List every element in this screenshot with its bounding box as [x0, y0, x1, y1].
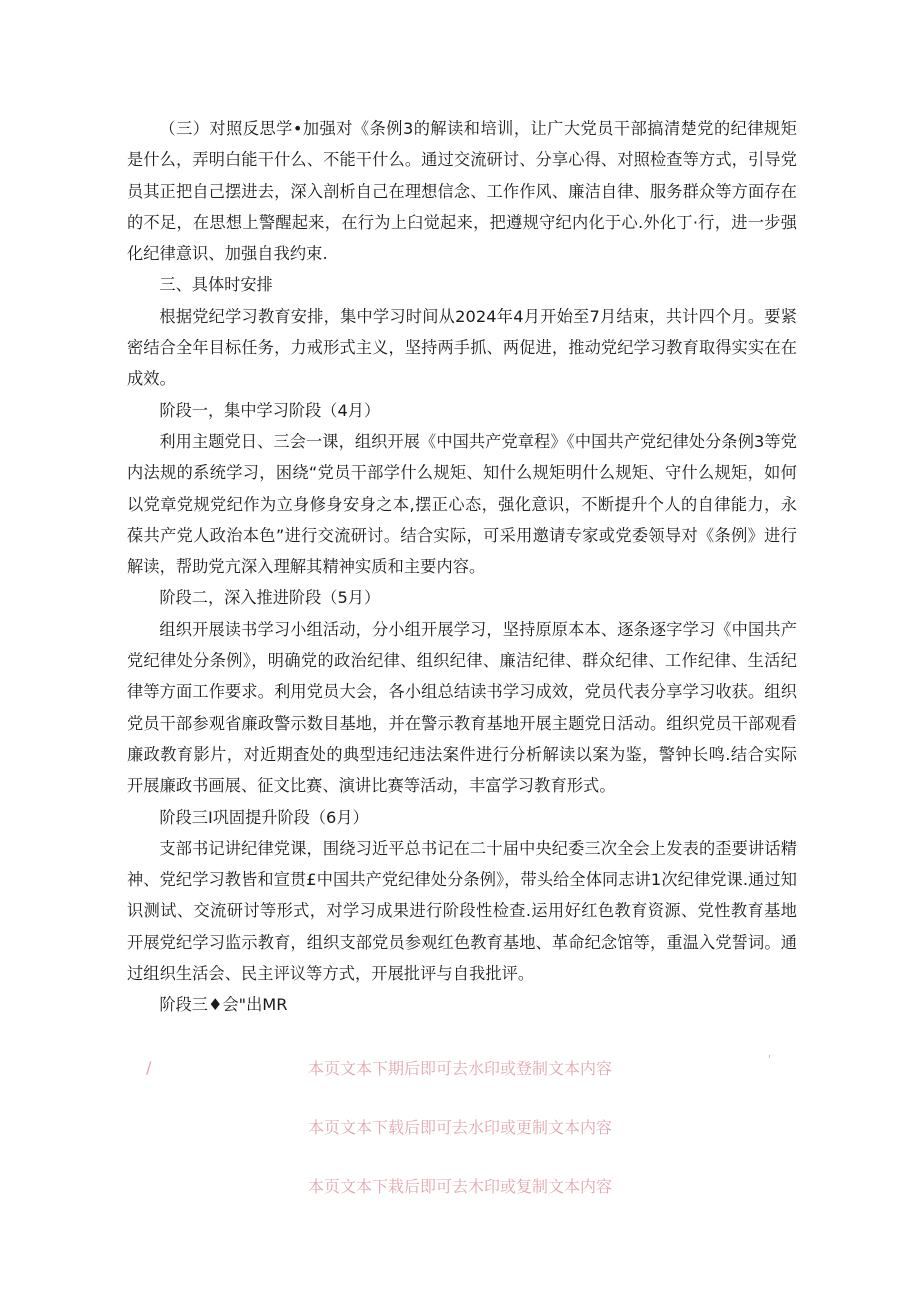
watermark-left-mark: / — [146, 1058, 152, 1077]
heading-stage-1: 阶段一，集中学习阶段（4月） — [159, 400, 381, 420]
paragraph-schedule-intro: 根据党纪学习教育安排，集中学习时间从2024年4月开始至7月结束，共计四个月。要紧密结合全年目标任务，力戒形式主义，坚持两手抓、两促进，推动党纪学习教育取得实实在在成效。 — [127, 306, 797, 389]
paragraph-section-3-reflect: （三）对照反思学•加强对《条例3的解读和培训，让广大党员干部搞清楚党的纪律规矩是什么，弄明白能干什么、不能干什么。通过交流研讨、分享心得、对照检查等方式，引导党员其正把自己摆进去，深入剖析自己在理想信念、工作作风、廉洁自律、服务群众等方面存在的不足，在思想上警醒起来，在行为上臼觉起来，把遵规守纪内化于心.外化丁·行，进一步强化纪律意识、加强自我约束. — [127, 119, 797, 264]
watermark-right-mark: ' — [768, 1054, 771, 1065]
paragraph-stage-3: 支部书记讲纪律党课，围绕习近平总书记在二十届中央纪委三次全会上发表的歪要讲话精神、党纪学习教皆和宣贯£中国共产党纪律处分条例》，带头给全体同志讲1次纪律党课.通过知识测试、交流研讨等形式，对学习成果进行阶段性检查.运用好红色教育资源、党性教育基地开展党纪学习监示教育，组织支部党员参观红色教育基地、革命纪念馆等，重温入党誓词。通过组织生活会、民主评议等方式，开展批评与自我批评。 — [127, 838, 797, 984]
watermark-line-1: 本页文本下期后即可去水印或登制文本内容 — [307, 1059, 612, 1078]
heading-stage-3: 阶段三I巩固提升阶段（6月） — [159, 807, 369, 827]
heading-schedule: 三、具体时安排 — [159, 275, 273, 295]
paragraph-stage-1: 利用主题党日、三会一课，组织开展《中国共产党章程》《中国共产党纪律处分条例3等党内法规的系统学习，困绕“党员干部学什么规矩、知什么规矩明什么规矩、守什么规矩，如何以党章党规党纪作为立身修身安身之本,摆正心态，强化意识，不断提升个人的自律能力，永葆共产党人政治本色”进行交流研讨。结合实际，可采用邀请专家或党委领导对《条例》进行解读，帮助党亢深入理解其精神实质和主要内容。 — [127, 431, 797, 577]
paragraph-stage-2: 组织开展读书学习小组活动，分小组开展学习，坚持原原本本、逐条逐字学习《中国共产党纪律处分条例》，明确党的政治纪律、组织纪律、廉洁纪律、群众纪律、工作纪律、生活纪律等方面工作要求。利用党员大会，各小组总结读书学习成效，党员代表分享学习收获。组织党员干部参观省廉政警示数目基地，并在警示教育基地开展主题党日活动。组织党员干部观看廉政教育影片，对近期査处的典型违纪违法案件进行分析解读以案为鉴，警钟长鸣.结合实际开展廉政书画展、征文比赛、演讲比赛等活动，丰富学习教育形式。 — [127, 619, 797, 796]
document-body — [127, 113, 797, 1021]
heading-stage-4: 阶段三♦会"出MR — [159, 995, 288, 1015]
heading-stage-2: 阶段二，深入推进阶段（5月） — [159, 588, 381, 608]
watermark-line-3: 本页文本下栽后即可去木印或复制文本内容 — [307, 1177, 612, 1196]
watermark-line-2: 本页文本下载后即可去水印或更制文本内容 — [307, 1118, 612, 1137]
